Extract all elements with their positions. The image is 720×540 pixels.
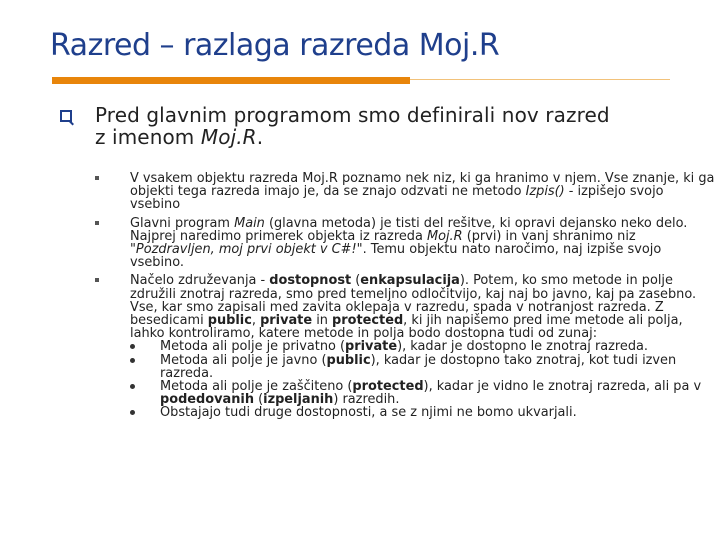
title-underline-thin (410, 79, 670, 80)
sub-list-item: Obstajajo tudi druge dostopnosti, a se z njimi ne bomo ukvarjali. (130, 406, 715, 419)
dot-bullet-icon (130, 358, 135, 363)
list-item: V vsakem objektu razreda Moj.R poznamo nek niz, ki ga hranimo v njem. Vse znanje, ki ga objekti tega razreda imajo je, da se znajo odzvati ne metodo Izpis() - izpišejo svojo vsebino (95, 172, 715, 212)
sub-points (95, 172, 715, 425)
dot-bullet-icon (130, 410, 135, 415)
sub-list-item: Metoda ali polje je javno (public), kadar je dostopno tako znotraj, kot tudi izven razreda. (130, 354, 715, 380)
list-item: Glavni program Main (glavna metoda) je tisti del rešitve, ki opravi dejansko neko delo. Najprej naredimo primerek objekta iz razreda Moj.R (prvi) in vanj shranimo niz "Pozdravljen, moj prvi objekt v C#!". Temu objektu nato naročimo, naj izpiše svojo vsebino. (95, 217, 715, 270)
dot-bullet-icon (130, 344, 135, 349)
slide-title: Razred – razlaga razreda Moj.R (50, 28, 500, 63)
square-bullet-icon (95, 176, 99, 180)
checkbox-bullet-icon (60, 110, 72, 122)
class-name: Moj.R (200, 125, 257, 149)
main-point-text: Pred glavnim programom smo definirali nov razred z imenom Moj.R. (95, 103, 610, 149)
main-point (60, 104, 710, 148)
dot-bullet-icon (130, 384, 135, 389)
list-item: Načelo združevanja - dostopnost (enkapsulacija). Potem, ko smo metode in polje združili znotraj razreda, smo pred temeljno odločitvijo, kaj naj bo javno, kaj pa zasebno. Vse, kar smo zapisali med zavita oklepaja v razredu, spada v notranjost razreda. Z besedicami public, private in protected, ki jih napišemo pred ime metode ali polja, lahko kontroliramo, katere metode in polja bodo dostopna tudi od zunaj: Metoda ali polje je privatno (private), kadar je dostopno le znotraj razreda. Metoda ali polje je javno (public), kadar je dostopno tako znotraj, kot tudi izven razreda. Metoda ali polje je zaščiteno (protected), kadar je vidno le znotraj razreda, ali pa v podedovanih (izpeljanih) razredih. Obstajajo tudi druge dostopnosti, a se z njimi ne bomo ukvarjali. (95, 274, 715, 419)
square-bullet-icon (95, 278, 99, 282)
title-underline (52, 77, 410, 84)
square-bullet-icon (95, 221, 99, 225)
sub-list-item: Metoda ali polje je zaščiteno (protected), kadar je vidno le znotraj razreda, ali pa v podedovanih (izpeljanih) razredih. (130, 380, 715, 406)
sub-list-item: Metoda ali polje je privatno (private), kadar je dostopno le znotraj razreda. (130, 340, 715, 353)
